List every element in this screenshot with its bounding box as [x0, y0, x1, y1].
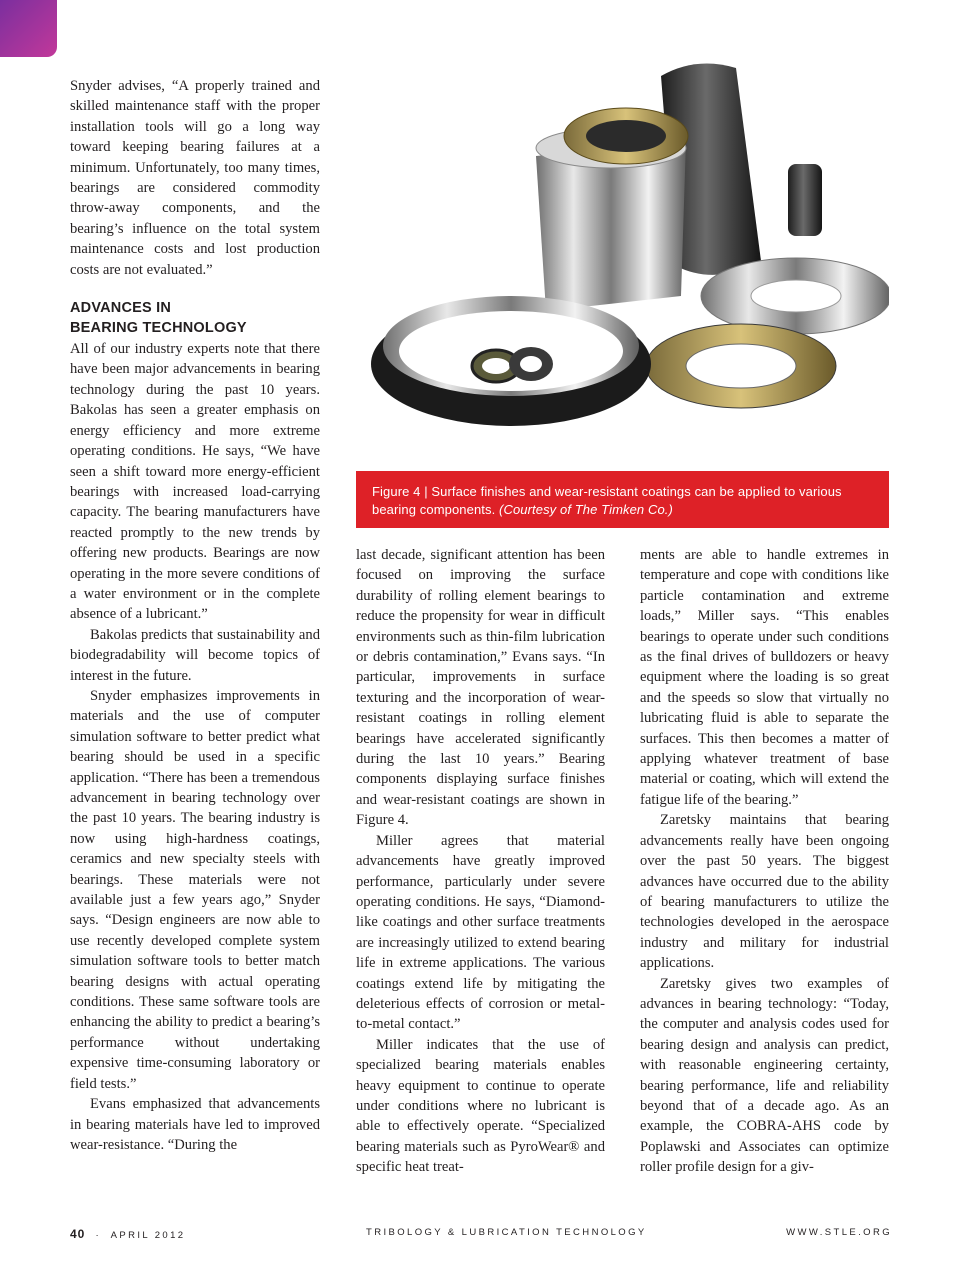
paragraph: Snyder emphasizes improvements in materials and the use of computer simulation software to better predict what bearing should be used in a specific application. “There has been a tremendous advancement in bearing technology over the past 10 years. The bearing industry is now using high-hardness coatings, ceramics and new specialty steels with bearings. These materials were not available just a few years ago,” Snyder says. “Design engineers are now able to use recently developed complete system simulation software tools to better match bearing designs with actual operating conditions. These same software tools are enhancing the ability to predict a bearing’s performance without undertaking expensive time-consuming laboratory or field tests.”	[70, 687, 320, 1092]
figure-caption	[356, 471, 889, 528]
paragraph: ments are able to handle extremes in temperature and cope with conditions like particle contamination and extreme loads,” Miller says. “This enables bearings to operate under such conditions as the final drives of bulldozers or heavy equipment where the loading is so great and the speeds so slow that virtually no lubricating fluid is able to separate the surfaces. This then becomes a matter of applying whatever treatment of base material or coating, which will extend the fatigue life of the bearing.”	[640, 547, 889, 808]
paragraph: Snyder advises, “A properly trained and skilled maintenance staff with the proper installation tools will go a long way toward keeping bearing failures at a minimum. Unfortunately, too many times, bearings are considered commodity throw-away components, and the bearing’s influence on the total system maintenance costs and lost production costs are not evaluated.”	[70, 78, 320, 278]
section-heading	[70, 298, 320, 338]
column-1	[70, 76, 320, 1155]
paragraph: Zaretsky maintains that bearing advancements really have been ongoing over the past 50 years. The biggest advances have occurred due to the ability of bearing manufacturers to utilize the technologies developed in the aerospace industry and military for industrial applications.	[640, 812, 889, 972]
paragraph: Miller indicates that the use of specialized bearing materials enables heavy equipment to continue to operate under conditions where no lubricant is able to effectively operate. “Specialized bearing materials such as PyroWear® and specific heat treat-	[356, 1036, 605, 1176]
footer-separator: ·	[95, 1230, 102, 1241]
column-2	[356, 545, 605, 1178]
bearings-photo	[356, 46, 889, 470]
paragraph: Bakolas predicts that sustainability and biodegradability will become topics of interest in the future.	[70, 626, 320, 684]
heading-line: BEARING TECHNOLOGY	[70, 320, 247, 337]
caption-credit: (Courtesy of The Timken Co.)	[499, 502, 673, 517]
issue-date: APRIL 2012	[110, 1230, 186, 1241]
paragraph: All of our industry experts note that there have been major advancements in bearing technology during the past 10 years. Bakolas has seen a greater emphasis on energy efficiency and more extreme operating conditions. He says, “We have seen a shift toward more energy-efficient bearings with increased load-carrying capacity. The bearing manufacturers have reacted promptly to the new trends by offering new products. Bearings are now operating in the more severe conditions of a water environment or in the complete absence of a lubricant.”	[70, 341, 320, 623]
publication-name: TRIBOLOGY & LUBRICATION TECHNOLOGY	[366, 1227, 647, 1238]
heading-line: ADVANCES IN	[70, 300, 172, 317]
paragraph: Evans emphasized that advancements in bearing materials have led to improved wear-resistance. “During the	[70, 1096, 320, 1153]
paragraph: Zaretsky gives two examples of advances in bearing technology: “Today, the computer and analysis codes used for bearing design and analysis can predict, with reasonable engineering certainty, bearing performance, life and reliability beyond that of a decade ago. As an example, the COBRA-AHS code by Poplawski and Associates can optimize roller profile design for a giv-	[640, 975, 889, 1176]
roller-cylinder	[788, 164, 822, 236]
section-tab	[0, 0, 57, 57]
paragraph: last decade, significant attention has been focused on improving the surface durability of rolling element bearings to reduce the propensity for wear in difficult environments such as thin-film lubrication or debris contamination,” Evans says. “In particular, improvements in surface texturing and the incorporation of wear-resistant coatings in rolling element bearings have accelerated significantly during the last 10 years.” Bearing components displaying surface finishes and wear-resistant coatings are shown in Figure 4.	[356, 547, 605, 829]
paragraph: Miller agrees that material advancements have greatly improved performance, particularly under severe operating conditions. He says, “Diamond-like coatings and other surface treatments are increasingly utilized to extend bearing life in extreme applications. The various coatings extend life by mitigating the deleterious effects of corrosion or metal-to-metal contact.”	[356, 832, 605, 1033]
page-number: 40	[70, 1227, 86, 1241]
footer-left	[70, 1227, 185, 1241]
website-link[interactable]: WWW.STLE.ORG	[786, 1227, 892, 1238]
column-3	[640, 545, 889, 1178]
caption-text: Figure 4 | Surface finishes and wear-resistant coatings can be applied to various bearing components.	[372, 484, 842, 517]
